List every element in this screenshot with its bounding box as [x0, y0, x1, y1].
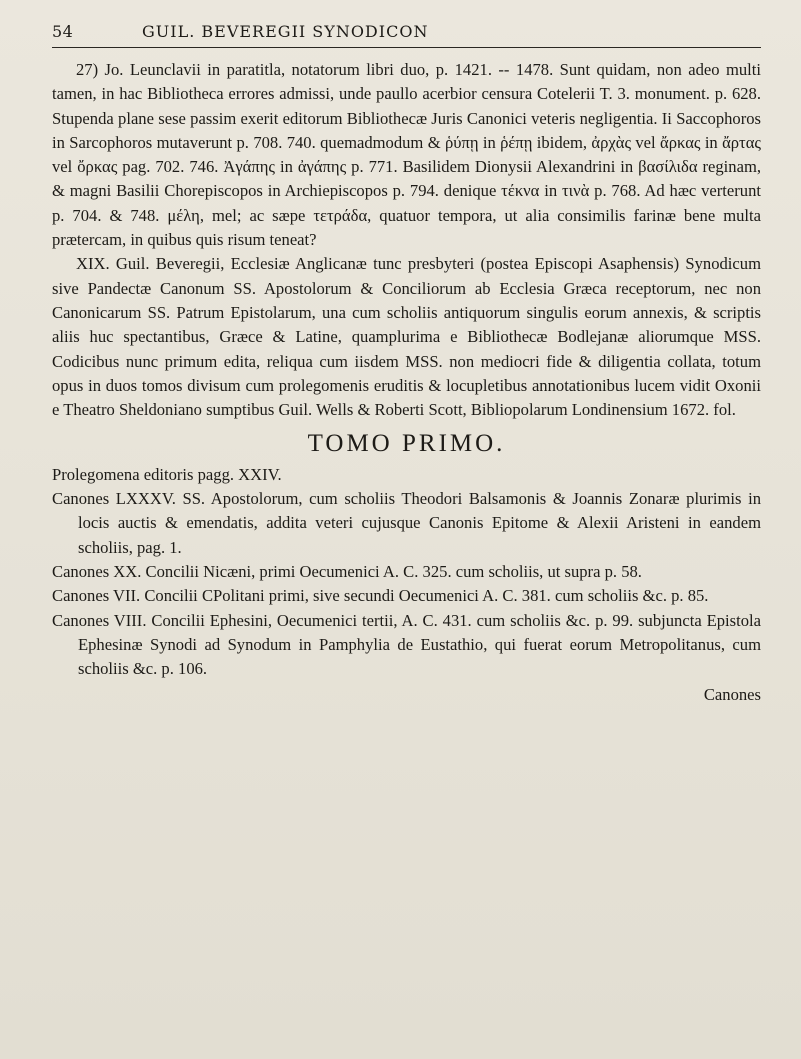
entry-canones-nicaeni: Canones XX. Concilii Nicæni, primi Oecumenici A. C. 325. cum scholiis, ut supra p. 58.: [52, 561, 642, 581]
main-text: [52, 58, 761, 708]
page-number: 54: [52, 22, 74, 41]
catchword: Canones: [703, 685, 761, 705]
entry-canones-cpolitani: Canones VII. Concilii CPolitani primi, sive secundi Oecumenici A. C. 381. cum scholiis &c. p. 85.: [52, 586, 709, 606]
paragraph-27: 27) Jo. Leunclavii in paratitla, notatorum libri duo, p. 1421. -- 1478. Sunt quidam, non adeo multi tamen, in hac Bibliotheca errores admissi, unde paullo acerbior censura Cotelerii T. 3. monument. p. 628. Stupenda plane sese passim exerit editorum Bibliothecæ Juris Canonici veteris negligentia. Ii Saccophoros in Sarcophoros mutaverunt p. 708. 740. quemadmodum & ῥύπῃ in ῥέπῃ ibidem, ἀρχὰς vel ἄρκας in ἄρτας vel ὄρκας pag. 702. 746. Ἀγάπης in ἀγάπης p. 771. Basilidem Dionysii Alexandrini in βασίλιδα reginam, & magni Basilii Chorepiscopos in Archiepiscopos p. 794. denique τέκνα in τινὰ p. 768. Ad hæc verterunt p. 704. & 748. μέλη, mel; ac sæpe τετράδα, quatuor tempora, ut alia consimilis farinæ bene multa prætercam, in quibus quis risum teneat?: [52, 60, 761, 250]
entry-canones-ephesini: Canones VIII. Concilii Ephesini, Oecumenici tertii, A. C. 431. cum scholiis &c. p. 99. subjuncta Epistola Ephesinæ Synodi ad Synodum in Pamphylia de Eustathio, qui fuerat eorum Metropolitanus, cum scholiis &c. p. 106.: [52, 610, 761, 679]
entry-prolegomena: Prolegomena editoris pagg. XXIV.: [52, 464, 282, 484]
running-title: GUIL. BEVEREGII SYNODICON: [142, 22, 429, 41]
entry-canones-apostolorum: Canones LXXXV. SS. Apostolorum, cum scholiis Theodori Balsamonis & Joannis Zonaræ plurimis in locis auctis & emendatis, addita veteri cujusque Canonis Epitome & Alexii Aristeni in eandem scholiis, pag. 1.: [52, 489, 761, 557]
running-head: [52, 22, 761, 48]
section-heading: TOMO PRIMO.: [307, 430, 506, 458]
paragraph-xix: XIX. Guil. Beveregii, Ecclesiæ Anglicanæ tunc presbyteri (postea Episcopi Asaphensis) Synodicum sive Pandectæ Canonum SS. Apostolorum & Conciliorum ab Ecclesia Græca receptorum, nec non Canonicarum SS. Patrum Epistolarum, una cum scholiis antiquorum singulis eorum annexis, & scriptis aliis huc spectantibus, Græce & Latine, quamplurima e Bibliothecæ Bodlejanæ aliorumque MSS. Codicibus nunc primum edita, reliqua cum iisdem MSS. non mediocri fide & diligentia collata, totum opus in duos tomos divisum cum prolegomenis eruditis & locupletibus annotationibus lucem vidit Oxonii e Theatro Sheldoniano sumptibus Guil. Wells & Roberti Scott, Bibliopolarum Londinensium 1672. fol.: [52, 254, 761, 420]
